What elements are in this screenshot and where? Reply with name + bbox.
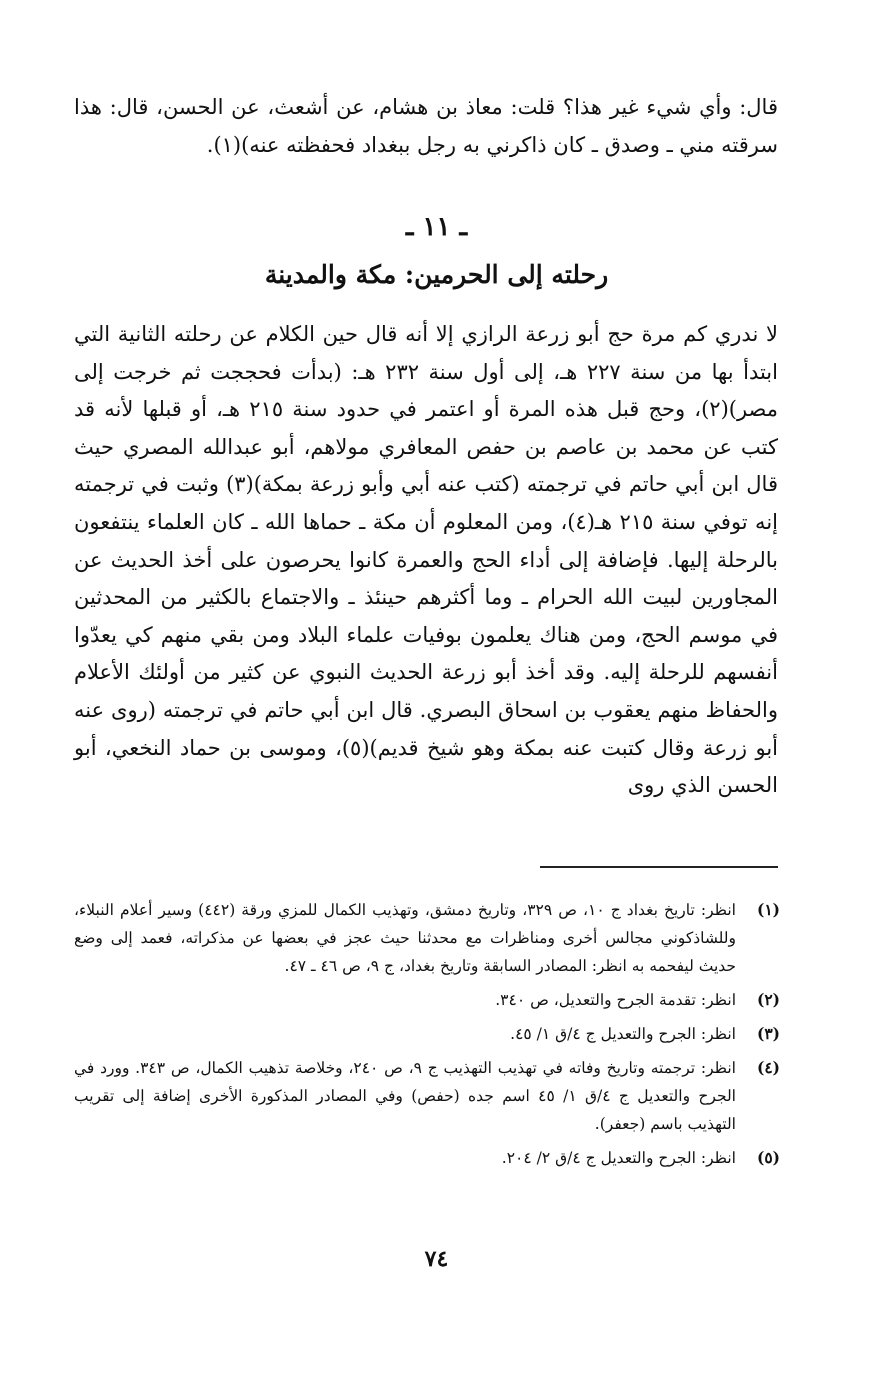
body-paragraph: لا ندري كم مرة حج أبو زرعة الرازي إلا أنه قال حين الكلام عن رحلته الثانية التي ابتدأ بها من سنة ٢٢٧ هـ، إلى أول سنة ٢٣٢ هـ: (بدأت فحججت ثم خرجت إلى مصر)(٢)، وحج قبل هذه المرة أو اعتمر في حدود سنة ٢١٥ هـ، أو قبلها لأنه قد كتب عن محمد بن عاصم بن حفص المعافري مولاهم، أبو عبدالله المصري حيث قال ابن أبي حاتم في ترجمته (كتب عنه أبي وأبو زرعة بمكة)(٣) وثبت في ترجمته إنه توفي سنة ٢١٥ هـ(٤)، ومن المعلوم أن مكة ـ حماها الله ـ كان العلماء ينتفعون بالرحلة إليها. فإضافة إلى أداء الحج والعمرة كانوا يحرصون على أخذ الحديث عن المجاورين لبيت الله الحرام ـ وما أكثرهم حينئذ ـ والاجتماع بالكثير من المحدثين في موسم الحج، ومن هناك يعلمون بوفيات علماء البلاد ومن بقي منهم كي يعدّوا أنفسهم للرحلة إليه. وقد أخذ أبو زرعة الحديث النبوي عن كثير من أولئك الأعلام والحفاظ منهم يعقوب بن اسحاق البصري. قال ابن أبي حاتم في ترجمته (روى عنه أبو زرعة وقال كتبت عنه بمكة وهو شيخ قديم)(٥)، وموسى بن حماد النخعي، أبو الحسن الذي روى: [74, 322, 778, 798]
footnote-5: [74, 1144, 780, 1172]
footnote-1: [74, 896, 780, 980]
footnote-text: انظر: الجرح والتعديل ج ٤/ق ٢/ ٢٠٤.: [501, 1149, 736, 1167]
footnote-text: انظر: الجرح والتعديل ج ٤/ق ١/ ٤٥.: [510, 1025, 736, 1043]
chapter-title: رحلته إلى الحرمين: مكة والمدينة: [264, 260, 609, 289]
footnote-text: انظر: تاريخ بغداد ج ١٠، ص ٣٢٩، وتاريخ دمشق، وتهذيب الكمال للمزي ورقة (٤٤٢) وسير أعلام النبلاء، وللشاذكوني مجالس أخرى ومناظرات مع محدثنا حيث عجز في بعضها عن مذكراته، فعمد إلى وضع حديث ليفحمه به انظر: المصادر السابقة وتاريخ بغداد، ج ٩، ص ٤٦ ـ ٤٧.: [74, 901, 736, 975]
footnote-4: [74, 1054, 780, 1138]
footnote-2: [74, 986, 780, 1014]
footnote-number: (٣): [756, 1024, 780, 1043]
footnote-divider: [540, 866, 778, 868]
chapter-number: ـ ١١ ـ: [405, 212, 468, 242]
footnote-text: انظر: تقدمة الجرح والتعديل، ص ٣٤٠.: [495, 991, 736, 1009]
footnotes: [74, 896, 780, 1178]
footnote-number: (١): [756, 900, 780, 919]
footnote-text: انظر: ترجمته وتاريخ وفاته في تهذيب التهذيب ج ٩، ص ٢٤٠، وخلاصة تذهيب الكمال، ص ٣٤٣. وورد في الجرح والتعديل ج ٤/ق ١/ ٤٥ اسم جده (حفص) وفي المصادر المذكورة الأخرى إضافة إلى تقريب التهذيب باسم (جعفر).: [74, 1059, 736, 1133]
footnote-number: (٥): [756, 1148, 780, 1167]
footnote-3: [74, 1020, 780, 1048]
footnote-number: (٤): [756, 1058, 780, 1077]
page-number: ٧٤: [424, 1246, 449, 1272]
footnote-number: (٢): [756, 990, 780, 1009]
intro-paragraph: قال: وأي شيء غير هذا؟ قلت: معاذ بن هشام، عن أشعث، عن الحسن، قال: هذا سرقته مني ـ وصدق ـ كان ذاكرني به رجل ببغداد فحفظته عنه)(١).: [74, 95, 778, 157]
